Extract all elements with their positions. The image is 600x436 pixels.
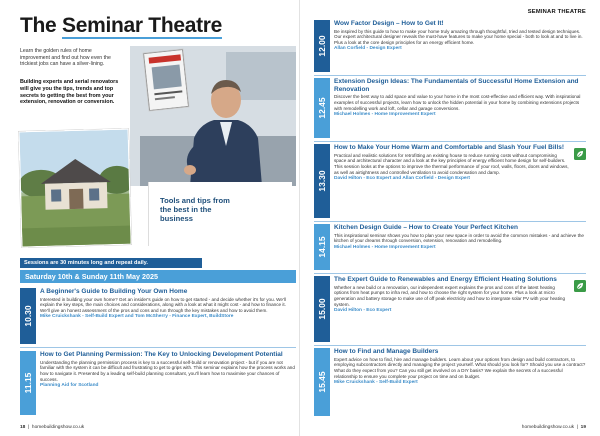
house-illustration bbox=[20, 130, 132, 248]
session-body bbox=[334, 78, 586, 118]
time-tab bbox=[20, 351, 36, 415]
intro-text: Learn the golden rules of home improvement and find out how even the trickiest jobs can have a silver-lining. bbox=[20, 48, 111, 68]
footer-right: homebuildingshow.co.uk | 19 bbox=[521, 425, 586, 430]
session-title: How to Get Planning Permission: The Key to Unlocking Development Potential bbox=[40, 351, 283, 358]
footer-page-number: 19 bbox=[580, 425, 586, 430]
session-speaker: Michael Holmes - Home Improvement Expert bbox=[334, 244, 436, 250]
session-block bbox=[314, 20, 586, 72]
session-block bbox=[314, 144, 586, 218]
divider bbox=[314, 345, 586, 346]
house-photo bbox=[19, 129, 132, 248]
magazine-cover-photo bbox=[143, 49, 189, 111]
session-speaker: Mike Cruickshank - Self-Build Expert bbox=[334, 379, 418, 385]
session-speaker: David Hilton - Eco Expert and Allan Corfield - Design Expert bbox=[334, 175, 471, 181]
session-time: 12.45 bbox=[317, 97, 327, 119]
session-description: Discover the best way to add space and value to your home in the most cost-effective and efficient way. With inspirational examples of successful projects, learn how to unlock the hidden potential in your home by combining extensions projects with remodelling work and loft, cellar and garage conversions. bbox=[334, 94, 581, 111]
divider bbox=[314, 273, 586, 274]
session-block bbox=[20, 351, 296, 415]
time-tab bbox=[314, 20, 330, 72]
tools-callout-text: Tools and tips from the best in the business bbox=[160, 196, 230, 223]
section-header: SEMINAR THEATRE bbox=[527, 9, 586, 15]
session-speaker: David Hilton - Eco Expert bbox=[334, 307, 392, 313]
session-title: How to Find and Manage Builders bbox=[334, 348, 439, 355]
session-time: 10.30 bbox=[23, 305, 33, 327]
session-body bbox=[334, 20, 586, 52]
divider bbox=[20, 347, 296, 348]
time-tab bbox=[20, 288, 36, 344]
right-page bbox=[300, 0, 600, 436]
footer-page-number: 18 bbox=[20, 425, 26, 430]
session-body bbox=[334, 276, 570, 314]
footer-site: homebuildingshow.co.uk bbox=[521, 425, 575, 430]
session-body bbox=[334, 224, 586, 251]
session-time: 14.15 bbox=[317, 236, 327, 258]
session-description: Expert advice on how to find, hire and manage builders. Learn about your options from design and build contractors, to employing subcontractors directly and managing the project yourself. What should you look for? Should you use a contract? What do they expect from you? Can you still get involved on a DIY basis? We explain the secrets of a successful relationship to ensure you complete your project on time and on budget. bbox=[334, 356, 586, 379]
session-block bbox=[314, 348, 586, 416]
session-description: Understanding the planning permission process is key to a successful self-build or renovation project - but if you are not familiar with the system it can be difficult and frustrating to get to grips with. This seminar explains how the process works and how to navigate it. Presented by a leading self-build planning consultant, you'll learn how to maximise your chances of success. bbox=[40, 359, 295, 382]
date-banner: Saturday 10th & Sunday 11th May 2025 bbox=[20, 270, 296, 283]
footer-site: homebuildingshow.co.uk bbox=[31, 425, 85, 430]
session-time: 13.30 bbox=[317, 170, 327, 192]
time-tab bbox=[314, 144, 330, 218]
session-time: 15.45 bbox=[317, 371, 327, 393]
time-tab bbox=[314, 78, 330, 138]
session-body bbox=[40, 288, 296, 320]
eco-leaf-icon bbox=[574, 148, 586, 160]
session-block bbox=[314, 224, 586, 270]
time-tab bbox=[314, 224, 330, 270]
divider bbox=[314, 141, 586, 142]
footer-left: 18 | homebuildingshow.co.uk bbox=[20, 425, 85, 430]
title-main: Seminar Theatre bbox=[61, 14, 223, 37]
session-body bbox=[334, 348, 586, 386]
divider bbox=[314, 221, 586, 222]
session-time: 12.00 bbox=[317, 35, 327, 57]
session-title: Extension Design Ideas: The Fundamentals of Successful Home Extension and Renovation bbox=[334, 78, 579, 93]
session-description: Whether a new build or a renovation, our independent expert explains the pros and cons of the latest heating options from heat pumps to infra red, and how to choose the right system for your home. Plus a look at micro generation and battery storage to make use of off peak electricity and how to intergrate solar PV with your heating system. bbox=[334, 284, 566, 307]
session-title: A Beginner's Guide to Building Your Own Home bbox=[40, 288, 188, 295]
session-speaker: Michael Holmes - Home Improvement Expert bbox=[334, 111, 436, 117]
session-time: 11.15 bbox=[23, 372, 33, 394]
session-body bbox=[40, 351, 296, 389]
session-block bbox=[314, 276, 586, 342]
session-description: Interested in building your own home? Get an insider's guide on how to get started - and decide whether it's for you. We'll explain the key steps, the main choices and considerations, along with a look at what it might cost - and how to finance it. We'll give an honest assessment of the pros and cons and run through the key mistakes and how to avoid them. bbox=[40, 296, 286, 313]
session-speaker: Mike Cruickshank - Self-Build Expert and Tom McSherry - Finance Expert, BuildStore bbox=[40, 314, 234, 320]
session-block bbox=[314, 78, 586, 138]
time-tab bbox=[314, 348, 330, 416]
session-speaker: Allan Corfield - Design Expert bbox=[334, 46, 402, 52]
title-prefix: The bbox=[20, 14, 62, 37]
divider bbox=[314, 75, 586, 76]
eco-leaf-icon bbox=[574, 280, 586, 292]
page-title bbox=[20, 14, 222, 38]
session-description: This inspirational seminar shows you how to plan your new space in order to avoid the common mistakes - and achieve the kitchen of your dreams through conversion, extension, renovation and remodelling. bbox=[334, 232, 584, 244]
session-title: How to Make Your Home Warm and Comfortable and Slash Your Fuel Bills! bbox=[334, 144, 565, 151]
session-body bbox=[334, 144, 570, 182]
session-description: Practical and realistic solutions for retrofitting an existing house to reduce running costs without compromising space and architectural character and a look at the key principles of energy efficient home design for self-builders. This session looks at the options to improve the thermal performance of your roof, walls, floors, doors and windows, as well as airtightness and controlled ventilation to avoid condensation and damp. bbox=[334, 152, 569, 175]
time-tab bbox=[314, 276, 330, 342]
session-title: Wow Factor Design – How to Get It! bbox=[334, 20, 444, 27]
session-title: Kitchen Design Guide – How to Create Your Perfect Kitchen bbox=[334, 224, 518, 231]
session-title: The Expert Guide to Renewables and Energy Efficient Heating Solutions bbox=[334, 276, 557, 283]
session-block bbox=[20, 288, 296, 344]
magazine-illustration bbox=[144, 50, 189, 111]
session-time: 15.00 bbox=[317, 298, 327, 320]
session-speaker: Planning Aid for Scotland bbox=[40, 382, 99, 388]
intro-bold-text: Building experts and serial renovators will give you the tips, trends and top secrets to getting the best from your extension, renovation or conversion. bbox=[20, 79, 119, 106]
session-description: Be inspired by this guide to how to make your home truly amazing through thoughtful, tried and tested design techniques. Our expert architectural designer reveals the must-have features to make your home special - both to look at and to live in. Plus a look at the core design principles for an energy efficient home. bbox=[334, 28, 583, 45]
sessions-info-banner: Sessions are 30 minutes long and repeat daily. bbox=[20, 258, 202, 268]
